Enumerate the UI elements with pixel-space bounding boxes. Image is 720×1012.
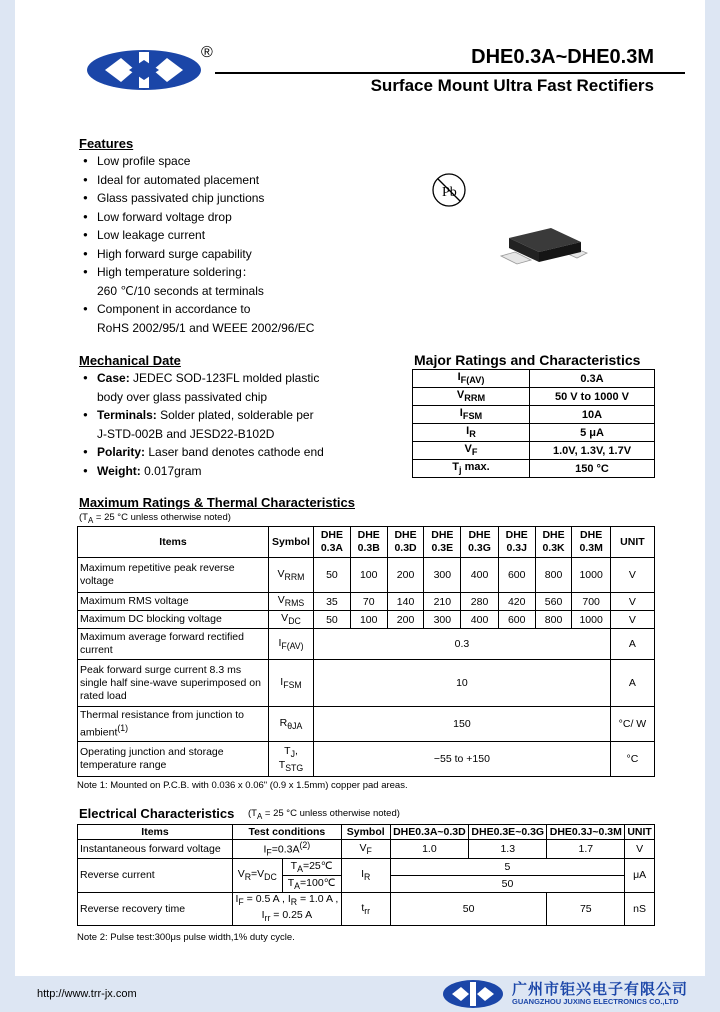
- symbol-letter: , T: [278, 744, 298, 771]
- symbol-letter: V: [277, 594, 285, 607]
- pb-label: Pb: [442, 185, 457, 200]
- value-cell: 800: [535, 611, 572, 629]
- value-cell: 400: [461, 558, 499, 593]
- mechanical-label: Polarity:: [97, 445, 146, 459]
- symbol-letter: I: [457, 371, 461, 384]
- mechanical-heading: Mechanical Date: [79, 353, 181, 368]
- major-symbol: [413, 370, 530, 388]
- value-cell: 1.7: [547, 840, 625, 859]
- header-test: Test conditions: [233, 825, 342, 840]
- value-cell: 400: [461, 611, 499, 629]
- unit-cell: °C: [610, 742, 654, 777]
- item-text: Maximum average forward rectified current: [80, 631, 244, 656]
- mechanical-label: Weight:: [97, 463, 141, 478]
- item-cell: [78, 611, 269, 629]
- footer-logo: [442, 979, 504, 1009]
- major-value: 5 μA: [530, 424, 655, 442]
- unit-cell: °C/ W: [610, 707, 654, 742]
- value-cell: 5: [390, 858, 624, 875]
- major-row: [413, 388, 655, 406]
- value-cell: 210: [424, 593, 461, 611]
- value-cell: 420: [498, 593, 535, 611]
- feature-item: 260 ℃/10 seconds at terminals: [97, 283, 264, 298]
- symbol-subscript: DC: [288, 616, 301, 627]
- major-symbol: [413, 460, 530, 478]
- symbol-suffix: max.: [461, 461, 490, 474]
- symbol-letter: V: [359, 841, 367, 854]
- max-ratings-heading: Maximum Ratings & Thermal Characteristics: [79, 495, 355, 510]
- value-cell: 150: [314, 707, 611, 742]
- part-suffix: 0.3M: [579, 542, 603, 554]
- mechanical-label: Case:: [97, 371, 130, 385]
- mechanical-text: Solder plated, solderable per: [156, 408, 314, 422]
- value-cell: 0.3: [314, 629, 611, 660]
- symbol-cell: [269, 629, 314, 660]
- company-name-en: GUANGZHOU JUXING ELECTRONICS CO.,LTD: [512, 997, 679, 1006]
- major-row: [413, 460, 655, 478]
- major-value: 0.3A: [530, 370, 655, 388]
- symbol-letter: V: [464, 443, 472, 456]
- symbol-letter: T: [284, 744, 291, 757]
- header-part: [350, 527, 387, 558]
- header-part: [387, 527, 424, 558]
- symbol-letter: I: [361, 868, 365, 881]
- unit-cell: V: [625, 840, 655, 859]
- feature-item: ● High temperature soldering：: [79, 263, 314, 282]
- header-group-1: DHE0.3A~0.3D: [390, 825, 468, 840]
- value-cell: 300: [424, 558, 461, 593]
- symbol-cell: [269, 742, 314, 777]
- header-unit: UNIT: [610, 527, 654, 558]
- major-symbol: [413, 442, 530, 460]
- major-symbol: [413, 406, 530, 424]
- major-symbol: [413, 424, 530, 442]
- max-row: [78, 707, 655, 742]
- symbol-cell: [269, 660, 314, 707]
- unit-cell: A: [610, 660, 654, 707]
- header-symbol: Symbol: [341, 825, 390, 840]
- features-heading: Features: [79, 136, 134, 151]
- part-prefix: DHE: [542, 529, 565, 541]
- electrical-condition: ($T_A = 25$ °C unless otherwise noted): [248, 808, 400, 821]
- item-cell: [78, 558, 269, 593]
- part-suffix: 0.3B: [357, 542, 380, 554]
- max-ratings-condition: ($T_A = 25$ °C unless otherwise noted): [79, 512, 231, 525]
- major-row: [413, 406, 655, 424]
- header-unit: UNIT: [625, 825, 655, 840]
- value-cell: 1000: [572, 611, 610, 629]
- electrical-heading: Electrical Characteristics: [79, 806, 235, 821]
- symbol-subscript: θJA: [287, 721, 303, 732]
- symbol-subscript: J: [290, 749, 295, 759]
- unit-cell: nS: [625, 892, 655, 925]
- header-part: [314, 527, 351, 558]
- header-part: [535, 527, 572, 558]
- major-value: 150 °C: [530, 460, 655, 478]
- value-cell: 200: [387, 558, 424, 593]
- part-prefix: DHE: [357, 529, 380, 541]
- mechanical-item: [79, 443, 324, 462]
- value-cell: 200: [387, 611, 424, 629]
- part-suffix: 0.3K: [542, 542, 565, 554]
- symbol-subscript: RMS: [284, 598, 305, 609]
- value-cell: 50: [390, 892, 547, 925]
- part-suffix: 0.3E: [431, 542, 454, 554]
- footer-bar: [0, 976, 720, 1012]
- elec-header-row: [78, 825, 655, 840]
- registered-mark: ®: [201, 44, 213, 61]
- item-cell: Reverse recovery time: [78, 892, 233, 925]
- value-cell: 10: [314, 660, 611, 707]
- max-row: [78, 742, 655, 777]
- feature-item: ● Low leakage current: [79, 226, 314, 245]
- part-prefix: DHE: [431, 529, 454, 541]
- header-group-2: DHE0.3E~0.3G: [469, 825, 547, 840]
- electrical-table: [77, 824, 655, 926]
- header-part: [572, 527, 610, 558]
- item-cell: [78, 707, 269, 742]
- part-suffix: 0.3D: [394, 542, 417, 554]
- header-items: Items: [78, 825, 233, 840]
- max-row: [78, 593, 655, 611]
- symbol-cell: [269, 593, 314, 611]
- symbol-letter: T: [452, 461, 460, 474]
- item-text: Maximum RMS voltage: [80, 595, 189, 607]
- value-cell: 35: [314, 593, 351, 611]
- header-part: [498, 527, 535, 558]
- symbol-letter: V: [281, 612, 289, 625]
- unit-cell: μA: [625, 858, 655, 892]
- mechanical-item: [79, 369, 324, 388]
- symbol-letter: I: [466, 425, 470, 438]
- part-suffix: 0.3A: [320, 542, 343, 554]
- value-cell: 600: [498, 558, 535, 593]
- value-cell: 100: [350, 558, 387, 593]
- cond-cell: $I_F=0.3A^{(2)}$: [233, 840, 342, 859]
- value-cell: 50: [314, 558, 351, 593]
- elec-row-forward: [78, 840, 655, 859]
- value-cell: 50: [390, 875, 624, 892]
- unit-cell: V: [610, 558, 654, 593]
- value-cell: 100: [350, 611, 387, 629]
- value-cell: 600: [498, 611, 535, 629]
- major-row: [413, 424, 655, 442]
- item-text: Operating junction and storage temperature range: [80, 746, 224, 771]
- symbol-subscript: F(AV): [460, 375, 485, 386]
- symbol-subscript: R: [469, 429, 476, 440]
- mechanical-label: Terminals:: [97, 408, 157, 422]
- part-prefix: DHE: [320, 529, 343, 541]
- mechanical-list: [79, 369, 324, 480]
- item-text: Peak forward surge current 8.3 ms single half sine-wave superimposed on rated load: [80, 663, 261, 702]
- symbol-letter: I: [459, 407, 463, 420]
- symbol-subscript: R: [364, 872, 371, 883]
- symbol-subscript: rr: [364, 905, 371, 916]
- cond-cell: $V_R=V_{DC}$: [233, 858, 283, 892]
- company-name-cn: 广州市钜兴电子有限公司: [512, 981, 689, 998]
- header-rule: [215, 72, 685, 74]
- product-subtitle: Surface Mount Ultra Fast Rectifiers: [370, 76, 654, 95]
- symbol-letter: I: [278, 636, 282, 649]
- part-number-title: DHE0.3A~DHE0.3M: [471, 46, 654, 68]
- major-row: [413, 370, 655, 388]
- header-part: [461, 527, 499, 558]
- cond-cell: $I_F = 0.5$ A , $I_R = 1.0$ A , $I_{rr} = 0.25$ A: [233, 892, 342, 925]
- symbol-subscript: STG: [285, 763, 304, 774]
- part-prefix: DHE: [505, 529, 528, 541]
- value-cell: 300: [424, 611, 461, 629]
- value-cell: 70: [350, 593, 387, 611]
- website-link[interactable]: http://www.trr-jx.com: [37, 988, 137, 1000]
- header-items: Items: [78, 527, 269, 558]
- mechanical-item: [79, 388, 324, 407]
- note-1: Note 1: Mounted on P.C.B. with 0.036 x 0.06" (0.9 x 1.5mm) copper pad areas.: [77, 780, 408, 791]
- header-group-3: DHE0.3J~0.3M: [547, 825, 625, 840]
- part-suffix: 0.3J: [506, 542, 527, 554]
- symbol-letter: t: [361, 901, 365, 914]
- symbol-letter: I: [280, 675, 284, 688]
- sod123fl-package-image: [495, 220, 595, 272]
- value-cell: 1.0: [390, 840, 468, 859]
- item-cell: Reverse current: [78, 858, 233, 892]
- feature-item: ● Ideal for automated placement: [79, 171, 314, 190]
- max-row: [78, 629, 655, 660]
- symbol-subscript: F(AV): [281, 641, 304, 652]
- item-sup: (1): [117, 722, 129, 733]
- max-row: [78, 660, 655, 707]
- mechanical-text: body over glass passivated chip: [97, 389, 268, 404]
- feature-item: ● Low profile space: [79, 152, 314, 171]
- feature-item: ● Low forward voltage drop: [79, 208, 314, 227]
- major-ratings-heading: Major Ratings and Characteristics: [414, 352, 641, 368]
- major-value: 1.0V, 1.3V, 1.7V: [530, 442, 655, 460]
- header-symbol: Symbol: [269, 527, 314, 558]
- symbol-subscript: F: [471, 447, 478, 458]
- elec-row-recovery: [78, 892, 655, 925]
- note-2: Note 2: Pulse test:300μs pulse width,1% duty cycle.: [77, 932, 295, 943]
- symbol-letter: V: [456, 389, 465, 402]
- mechanical-item: [79, 425, 324, 444]
- major-symbol: [413, 388, 530, 406]
- features-list: [79, 152, 314, 337]
- symbol-subscript: j: [459, 465, 462, 476]
- value-cell: 50: [314, 611, 351, 629]
- value-cell: 75: [547, 892, 625, 925]
- value-cell: 1000: [572, 558, 610, 593]
- item-text: Maximum repetitive peak reverse voltage: [80, 562, 235, 587]
- temp-cell: $T_A=100℃$: [282, 875, 341, 892]
- item-cell: [78, 742, 269, 777]
- part-prefix: DHE: [580, 529, 603, 541]
- max-row: [78, 558, 655, 593]
- max-row: [78, 611, 655, 629]
- mechanical-text: Laser band denotes cathode end: [145, 445, 324, 459]
- header-part: [424, 527, 461, 558]
- temp-cell: $T_A=25℃$: [282, 858, 341, 875]
- item-cell: [78, 593, 269, 611]
- value-cell: −55 to +150: [314, 742, 611, 777]
- datasheet-page: [15, 0, 705, 1012]
- value-cell: 280: [461, 593, 499, 611]
- max-ratings-table: [77, 526, 655, 777]
- mechanical-item: [79, 406, 324, 425]
- item-text: Thermal resistance from junction to ambient: [80, 708, 244, 739]
- part-prefix: DHE: [394, 529, 417, 541]
- feature-item: ● Component in accordance to: [79, 300, 314, 319]
- symbol-cell: [269, 611, 314, 629]
- feature-item: RoHS 2002/95/1 and WEEE 2002/96/EC: [97, 320, 315, 335]
- symbol-cell: [341, 892, 390, 925]
- unit-cell: V: [610, 611, 654, 629]
- value-cell: 560: [535, 593, 572, 611]
- feature-item: ● High forward surge capability: [79, 245, 314, 264]
- max-header-row: [78, 527, 655, 558]
- symbol-subscript: RRM: [464, 393, 486, 404]
- item-cell: [78, 660, 269, 707]
- symbol-cell: [269, 558, 314, 593]
- symbol-subscript: FSM: [283, 680, 302, 691]
- major-value: 50 V to 1000 V: [530, 388, 655, 406]
- item-cell: Instantaneous forward voltage: [78, 840, 233, 859]
- value-cell: 700: [572, 593, 610, 611]
- symbol-cell: [269, 707, 314, 742]
- elec-row-reverse: [78, 858, 655, 875]
- lead-free-icon: [431, 172, 467, 208]
- major-value: 10A: [530, 406, 655, 424]
- company-logo: [85, 48, 203, 92]
- symbol-letter: V: [277, 567, 285, 580]
- mechanical-text: J-STD-002B and JESD22-B102D: [97, 426, 275, 441]
- part-suffix: 0.3G: [468, 542, 491, 554]
- mechanical-text: JEDEC SOD-123FL molded plastic: [129, 371, 320, 385]
- symbol-subscript: RRM: [284, 572, 305, 583]
- symbol-cell: [341, 858, 390, 892]
- unit-cell: A: [610, 629, 654, 660]
- value-cell: 140: [387, 593, 424, 611]
- mechanical-text: 0.017gram: [140, 463, 202, 478]
- major-ratings-table: [412, 369, 655, 478]
- unit-cell: V: [610, 593, 654, 611]
- symbol-letter: R: [279, 716, 288, 729]
- mechanical-item: [79, 462, 324, 481]
- symbol-subscript: F: [366, 845, 372, 856]
- value-cell: 800: [535, 558, 572, 593]
- item-text: Maximum DC blocking voltage: [80, 613, 222, 625]
- part-prefix: DHE: [468, 529, 491, 541]
- symbol-cell: [341, 840, 390, 859]
- item-cell: [78, 629, 269, 660]
- value-cell: 1.3: [469, 840, 547, 859]
- major-row: [413, 442, 655, 460]
- symbol-subscript: FSM: [462, 411, 483, 422]
- feature-item: ● Glass passivated chip junctions: [79, 189, 314, 208]
